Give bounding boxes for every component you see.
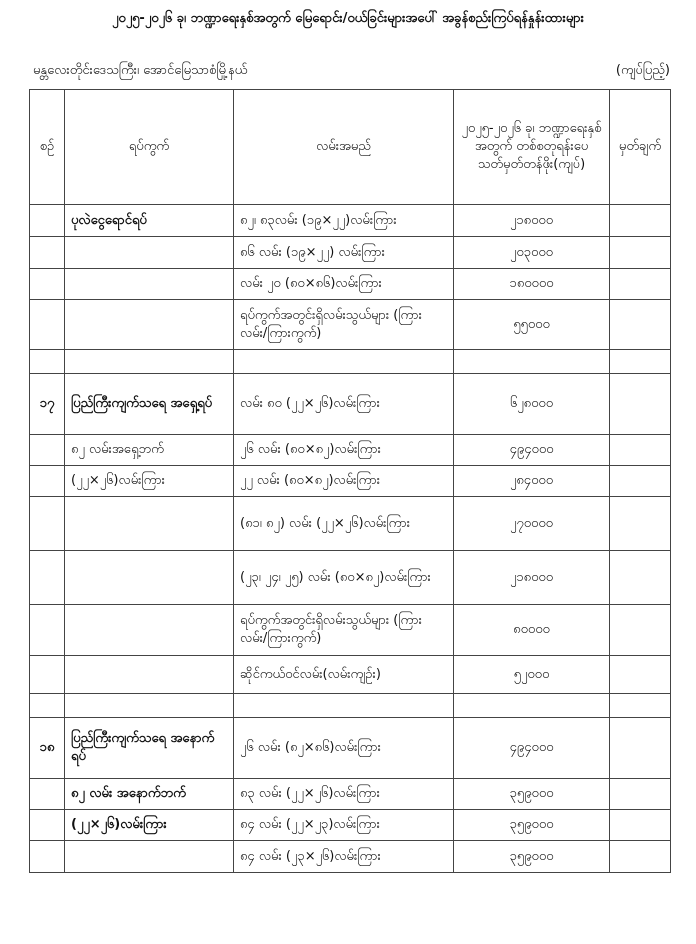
- cell-street-name: ၈၆ လမ်း (၁၉×၂၂) လမ်းကြား: [234, 237, 454, 269]
- cell-remark: [610, 779, 671, 810]
- table-row: [30, 497, 671, 551]
- cell-ward: [65, 300, 234, 350]
- header-ward: ရပ်ကွက်: [65, 90, 234, 205]
- cell-street-name: ရပ်ကွက်အတွင်းရှိလမ်းသွယ်များ (ကြားလမ်း/ကြားကွက်): [234, 300, 454, 350]
- cell-street-name: [234, 694, 454, 718]
- cell-street-name: ၈၄ လမ်း (၂၃×၂၆)လမ်းကြား: [234, 841, 454, 873]
- cell-remark: [610, 205, 671, 237]
- cell-serial-no: ၁၇: [30, 374, 65, 435]
- cell-street-name: လမ်း ၂၀ (၈၀×၈၆)လမ်းကြား: [234, 269, 454, 300]
- cell-street-name: ၂၂ လမ်း (၈၀×၈၂)လမ်းကြား: [234, 466, 454, 497]
- cell-serial-no: [30, 841, 65, 873]
- cell-remark: [610, 350, 671, 374]
- table-row: [30, 269, 671, 300]
- cell-remark: [610, 656, 671, 694]
- table-row: [30, 605, 671, 656]
- cell-street-name: လမ်း ၈၀ (၂၂×၂၆)လမ်းကြား: [234, 374, 454, 435]
- cell-ward: [65, 841, 234, 873]
- cell-street-name: ဆိုင်ကယ်ဝင်လမ်း(လမ်းကျဉ်း): [234, 656, 454, 694]
- table-row: [30, 350, 671, 374]
- cell-street-name: ၂၆ လမ်း (၈၂×၈၆)လမ်းကြား: [234, 718, 454, 779]
- cell-remark: [610, 694, 671, 718]
- header-street-name: လမ်းအမည်: [234, 90, 454, 205]
- table-row: [30, 466, 671, 497]
- cell-assessed-value: ၃၅၉၀၀၀: [454, 779, 610, 810]
- cell-assessed-value: ၂၀၃၀၀၀: [454, 237, 610, 269]
- cell-serial-no: [30, 350, 65, 374]
- cell-remark: [610, 300, 671, 350]
- cell-street-name: ရပ်ကွက်အတွင်းရှိလမ်းသွယ်များ (ကြားလမ်း/ကြားကွက်): [234, 605, 454, 656]
- cell-serial-no: [30, 237, 65, 269]
- cell-serial-no: [30, 466, 65, 497]
- cell-assessed-value: ၄၉၄၀၀၀: [454, 718, 610, 779]
- cell-ward: ပြည်ကြီးကျက်သရေ အနောက်ရပ်: [65, 718, 234, 779]
- cell-serial-no: [30, 656, 65, 694]
- cell-serial-no: [30, 551, 65, 605]
- header-assessed-value: ၂၀၂၅-၂၀၂၆ ခု၊ ဘဏ္ဍာရေးနှစ်အတွက် တစ်စတုရန်းပေ သတ်မှတ်တန်ဖိုး(ကျပ်): [454, 90, 610, 205]
- cell-serial-no: [30, 497, 65, 551]
- cell-street-name: ၂၆ လမ်း (၈၀×၈၂)လမ်းကြား: [234, 435, 454, 466]
- cell-ward: [65, 269, 234, 300]
- cell-ward: [65, 237, 234, 269]
- cell-remark: [610, 374, 671, 435]
- cell-remark: [610, 466, 671, 497]
- cell-ward: [65, 656, 234, 694]
- cell-ward: [65, 694, 234, 718]
- cell-assessed-value: ၈၀၀၀၀: [454, 605, 610, 656]
- table-row: [30, 718, 671, 779]
- cell-ward: [65, 497, 234, 551]
- cell-serial-no: [30, 269, 65, 300]
- cell-serial-no: [30, 435, 65, 466]
- cell-assessed-value: ၃၅၉၀၀၀: [454, 841, 610, 873]
- cell-ward: ၈၂ လမ်း အနောက်ဘက်: [65, 779, 234, 810]
- cell-ward: (၂၂×၂၆)လမ်းကြား: [65, 466, 234, 497]
- cell-remark: [610, 810, 671, 841]
- table-body: [30, 205, 671, 873]
- cell-assessed-value: ၂၁၈၀၀၀: [454, 205, 610, 237]
- cell-street-name: [234, 350, 454, 374]
- cell-assessed-value: ၅၂၀၀၀: [454, 656, 610, 694]
- header-row: [30, 90, 671, 205]
- cell-assessed-value: ၅၅၀၀၀: [454, 300, 610, 350]
- cell-assessed-value: ၂၇၀၀၀၀: [454, 497, 610, 551]
- cell-ward: [65, 350, 234, 374]
- document-title: ၂၀၂၅-၂၀၂၆ ခု၊ ဘဏ္ဍာရေးနှစ်အတွက် မြေရောင်း/ဝယ်ခြင်းများအပေါ် အခွန်စည်းကြပ်ရန်နှုန်းထားများ: [112, 11, 584, 26]
- township-location: မန္တလေးတိုင်းဒေသကြီး၊ အောင်မြေသာစံမြို့နယ်: [33, 63, 248, 78]
- cell-remark: [610, 551, 671, 605]
- land-tax-rate-table: [29, 89, 671, 873]
- cell-assessed-value: ၂၁၈၀၀၀: [454, 551, 610, 605]
- table-row: [30, 551, 671, 605]
- cell-street-name: (၂၃၊ ၂၄၊ ၂၅) လမ်း (၈၀×၈၂)လမ်းကြား: [234, 551, 454, 605]
- table-row: [30, 810, 671, 841]
- table-row: [30, 656, 671, 694]
- cell-street-name: ၈၄ လမ်း (၂၂×၂၃)လမ်းကြား: [234, 810, 454, 841]
- cell-assessed-value: ၄၉၄၀၀၀: [454, 435, 610, 466]
- cell-ward: (၂၂×၂၆)လမ်းကြား: [65, 810, 234, 841]
- cell-remark: [610, 841, 671, 873]
- cell-remark: [610, 605, 671, 656]
- cell-assessed-value: ၁၈၀၀၀၀: [454, 269, 610, 300]
- cell-remark: [610, 718, 671, 779]
- cell-serial-no: [30, 779, 65, 810]
- header-serial-no: စဉ်: [30, 90, 65, 205]
- header-remark: မှတ်ချက်: [610, 90, 671, 205]
- cell-remark: [610, 497, 671, 551]
- cell-ward: ပြည်ကြီးကျက်သရေ အရှေ့ရပ်: [65, 374, 234, 435]
- table-row: [30, 841, 671, 873]
- cell-ward: [65, 605, 234, 656]
- cell-assessed-value: [454, 694, 610, 718]
- cell-ward: ၈၂ လမ်းအရှေ့ဘက်: [65, 435, 234, 466]
- table-row: [30, 694, 671, 718]
- cell-street-name: ၈၃ လမ်း (၂၂×၂၆)လမ်းကြား: [234, 779, 454, 810]
- cell-serial-no: [30, 605, 65, 656]
- cell-assessed-value: ၂၈၄၀၀၀: [454, 466, 610, 497]
- table-row: [30, 300, 671, 350]
- table-row: [30, 374, 671, 435]
- table-row: [30, 779, 671, 810]
- cell-serial-no: [30, 694, 65, 718]
- cell-street-name: (၈၁၊ ၈၂) လမ်း (၂၂×၂၆)လမ်းကြား: [234, 497, 454, 551]
- cell-assessed-value: [454, 350, 610, 374]
- cell-street-name: ၈၂၊ ၈၃လမ်း (၁၉×၂၂)လမ်းကြား: [234, 205, 454, 237]
- cell-assessed-value: ၃၅၉၀၀၀: [454, 810, 610, 841]
- cell-remark: [610, 269, 671, 300]
- table-row: [30, 435, 671, 466]
- cell-serial-no: [30, 300, 65, 350]
- cell-ward: [65, 551, 234, 605]
- table-row: [30, 205, 671, 237]
- cell-remark: [610, 237, 671, 269]
- cell-serial-no: [30, 810, 65, 841]
- cell-serial-no: [30, 205, 65, 237]
- cell-ward: ပုလဲငွေရောင်ရပ်: [65, 205, 234, 237]
- cell-remark: [610, 435, 671, 466]
- table-row: [30, 237, 671, 269]
- cell-assessed-value: ၆၂၈၀၀၀: [454, 374, 610, 435]
- cell-serial-no: ၁၈: [30, 718, 65, 779]
- currency-unit: (ကျပ်ပြည့်): [615, 63, 670, 78]
